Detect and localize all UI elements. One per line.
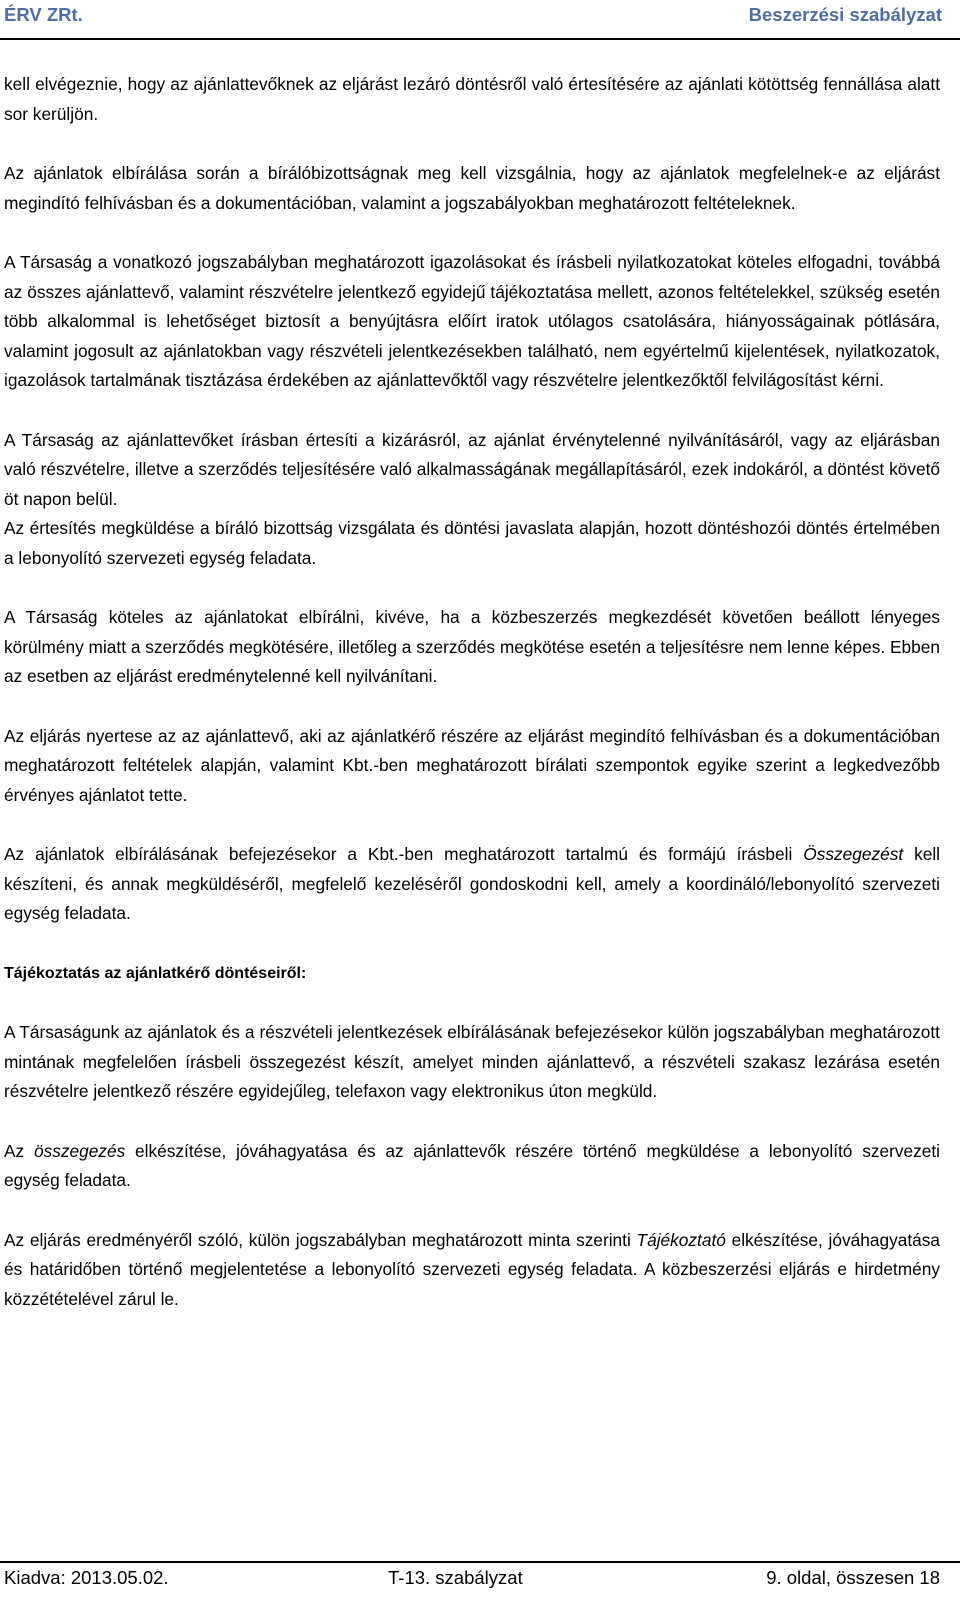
regulation-code: T-13. szabályzat <box>388 1567 523 1588</box>
paragraph <box>4 159 940 218</box>
paragraph <box>4 1137 940 1196</box>
text-run: Az értesítés megküldése a bíráló bizottság vizsgálata és döntési javaslata alapján, hozott döntéshozói döntés értelmében a lebonyolító szervezeti egység feladata. <box>4 518 940 568</box>
company-name: ÉRV ZRt. <box>4 4 83 25</box>
emphasized-term: Összegezést <box>803 844 904 864</box>
text-run: Az ajánlatok elbírálása során a bírálóbizottságnak meg kell vizsgálnia, hogy az ajánlatok megfelelnek-e az eljárást megindító felhívásban és a dokumentációban, valamint a jogszabályokban meghatározott feltételeknek. <box>4 163 940 213</box>
text-run: elkészítése, jóváhagyatása és határidőben történő megjelentetése a lebonyolító szervezeti egység feladata. A közbeszerzési eljárás e hirdetmény közzétételével zárul le. <box>4 1229 940 1309</box>
text-run: Az <box>4 1140 34 1161</box>
issue-date: Kiadva: 2013.05.02. <box>4 1567 169 1588</box>
text-run: Az eljárás eredményéről szóló, külön jogszabályban meghatározott minta szerinti <box>4 1229 637 1250</box>
page-footer <box>0 1561 960 1597</box>
document-body <box>4 70 940 1344</box>
paragraph <box>4 426 940 515</box>
paragraph <box>4 722 940 811</box>
page-number: 9. oldal, összesen 18 <box>766 1567 940 1588</box>
text-run: Tájékoztatás az ajánlatkérő döntéseiről: <box>4 964 307 982</box>
paragraph <box>4 248 940 396</box>
text-run: kell elvégeznie, hogy az ajánlattevőknek az eljárást lezáró döntésről való értesítésére az ajánlati kötöttség fennállása alatt sor kerüljön. <box>4 74 940 124</box>
text-run: kell készíteni, és annak megküldéséről, megfelelő kezeléséről gondoskodni kell, amely a koordináló/lebonyolító szervezeti egység feladata. <box>4 844 941 923</box>
section-heading <box>4 959 940 989</box>
text-run: A Társaság köteles az ajánlatokat elbírálni, kivéve, ha a közbeszerzés megkezdését követően beállott lényeges körülmény miatt a szerződés megkötésére, illetőleg a szerződés megkötése esetén a teljesítésre nem lenne képes. Ebben az esetben az eljárást eredménytelenné kell nyilvánítani. <box>4 607 940 686</box>
text-run: Az eljárás nyertese az az ajánlattevő, aki az ajánlatkérő részére az eljárást megindító felhívásban és a dokumentációban meghatározott feltételek alapján, valamint Kbt.-ben meghatározott bírálati szempontok egyike szerint a legkedvezőbb érvényes ajánlatot tette. <box>4 725 940 805</box>
paragraph <box>4 840 940 929</box>
paragraph <box>4 514 940 573</box>
text-run: A Társaságunk az ajánlatok és a részvételi jelentkezések elbírálásának befejezésekor külön jogszabályban meghatározott mintának megfelelően írásbeli összegezést készít, amelyet minden ajánlattevő, a részvételi szakasz lezárása esetén részvételre jelentkező részére egyidejűleg, telefaxon vagy elektronikus úton megküld. <box>4 1022 940 1101</box>
paragraph <box>4 70 940 129</box>
paragraph <box>4 1226 940 1315</box>
text-run: A Társaság az ajánlattevőket írásban értesíti a kizárásról, az ajánlat érvénytelenné nyilvánításáról, vagy az eljárásban való részvételre, illetve a szerződés teljesítésére való alkalmasságának megállapításáról, ezek indokáról, a döntést követő öt napon belül. <box>4 429 940 509</box>
emphasized-term: összegezés <box>33 1140 126 1161</box>
text-run: A Társaság a vonatkozó jogszabályban meghatározott igazolásokat és írásbeli nyilatkozatokat köteles elfogadni, továbbá az összes ajánlattevő, valamint részvételre jelentkező egyidejű tájékoztatása mellett, azonos feltételekkel, szükség esetén több alkalommal is lehetőséget biztosít a benyújtásra előírt iratok utólagos csatolására, hiányosságainak pótlására, valamint jogosult az ajánlatokban vagy részvételi jelentkezésekben található, nem egyértelmű kijelentések, nyilatkozatok, igazolások tartalmának tisztázása érdekében az ajánlattevőktől vagy részvételre jelentkezőktől felvilágosítást kérni. <box>4 252 940 390</box>
page-header <box>0 0 960 40</box>
paragraph <box>4 1018 940 1107</box>
document-title: Beszerzési szabályzat <box>748 4 942 25</box>
emphasized-term: Tájékoztató <box>636 1229 726 1250</box>
paragraph <box>4 603 940 692</box>
text-run: elkészítése, jóváhagyatása és az ajánlattevők részére történő megküldése a lebonyolító szervezeti egység feladata. <box>4 1140 941 1190</box>
text-run: Az ajánlatok elbírálásának befejezésekor a Kbt.-ben meghatározott tartalmú és formájú írásbeli <box>4 844 804 864</box>
